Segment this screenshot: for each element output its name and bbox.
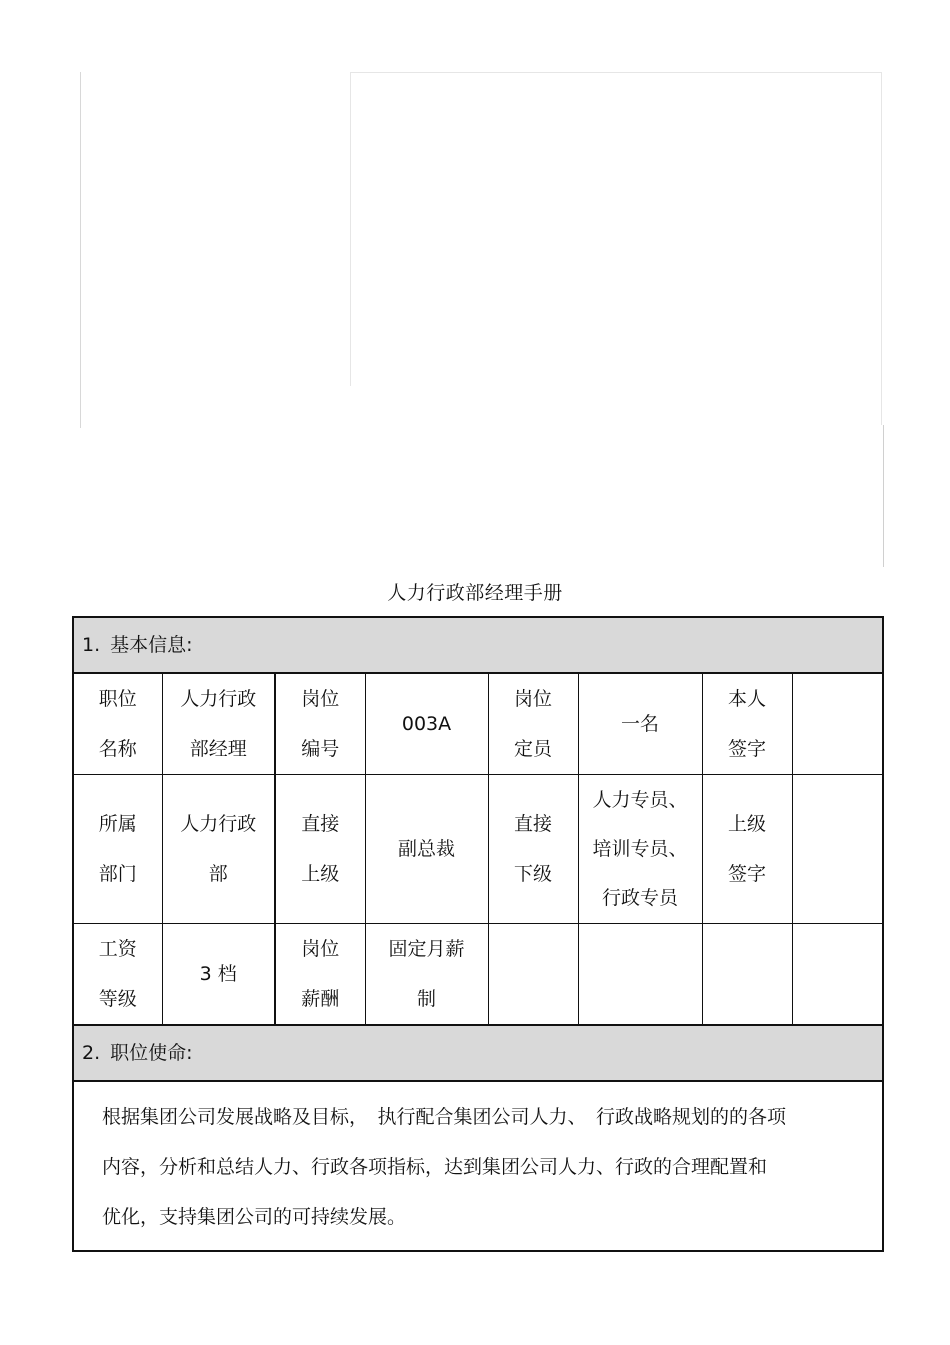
value-text: 人力专员、 [592, 788, 688, 811]
label-text: 等级 [98, 988, 137, 1010]
section-number: 1. [82, 634, 101, 656]
empty-cell [792, 924, 883, 1026]
label-headcount [488, 673, 578, 775]
value-direct-superior: 副总裁 [365, 775, 488, 924]
label-text: 定员 [513, 738, 552, 760]
mission-line: 根据集团公司发展战略及目标， 执行配合集团公司人力、 行政战略规划的的各项 [102, 1106, 787, 1128]
value-department [162, 775, 275, 924]
value-position-pay [365, 924, 488, 1026]
frame-line-top [350, 72, 882, 73]
value-text: 培训专员、 [592, 837, 688, 860]
table-row [73, 673, 883, 775]
value-text: 制 [416, 988, 436, 1010]
label-text: 岗位 [513, 688, 552, 710]
label-text: 名称 [98, 738, 137, 760]
value-position-name [162, 673, 275, 775]
value-text: 部 [208, 863, 228, 885]
mission-line: 内容，分析和总结人力、行政各项指标，达到集团公司人力、行政的合理配置和 [102, 1156, 768, 1178]
label-salary-grade [73, 924, 162, 1026]
label-text: 编号 [301, 738, 340, 760]
value-text: 部经理 [189, 738, 247, 760]
table-row [73, 775, 883, 924]
frame-line-left [80, 72, 81, 428]
empty-cell [578, 924, 702, 1026]
document-title: 人力行政部经理手册 [387, 582, 563, 604]
section-basic-info-header [73, 617, 883, 673]
value-direct-subordinates [578, 775, 702, 924]
label-text: 签字 [727, 863, 766, 885]
frame-line-inner-left [350, 72, 351, 386]
value-superior-signature [792, 775, 883, 924]
label-position-name [73, 673, 162, 775]
table-row [73, 924, 883, 1026]
value-text: 行政专员 [601, 886, 678, 909]
section-heading: 职位使命: [110, 1042, 193, 1064]
label-text: 所属 [98, 813, 137, 835]
label-self-signature [702, 673, 792, 775]
section-mission-header [73, 1025, 883, 1081]
label-text: 直接 [513, 813, 552, 835]
label-text: 签字 [727, 738, 766, 760]
label-department [73, 775, 162, 924]
value-headcount: 一名 [578, 673, 702, 775]
empty-cell [702, 924, 792, 1026]
label-direct-superior [275, 775, 365, 924]
label-text: 下级 [513, 863, 552, 885]
value-position-code: 003A [365, 673, 488, 775]
frame-line-right-lower [883, 425, 884, 567]
frame-line-right [881, 72, 882, 425]
label-text: 部门 [98, 863, 137, 885]
value-self-signature [792, 673, 883, 775]
label-text: 上级 [301, 863, 340, 885]
label-text: 薪酬 [301, 988, 340, 1010]
label-superior-signature [702, 775, 792, 924]
empty-cell [488, 924, 578, 1026]
mission-text [73, 1081, 883, 1251]
label-text: 本人 [727, 688, 766, 710]
label-text: 直接 [301, 813, 340, 835]
label-position-code [275, 673, 365, 775]
label-text: 工资 [98, 938, 137, 960]
label-text: 岗位 [301, 688, 340, 710]
label-text: 岗位 [301, 938, 340, 960]
section-number: 2. [82, 1042, 101, 1064]
value-salary-grade: 3 档 [162, 924, 275, 1026]
label-position-pay [275, 924, 365, 1026]
label-text: 职位 [98, 688, 137, 710]
value-text: 人力行政 [180, 688, 257, 710]
value-text: 人力行政 [180, 813, 257, 835]
label-text: 上级 [727, 813, 766, 835]
section-heading: 基本信息: [110, 634, 193, 656]
job-info-table [72, 616, 884, 1252]
value-text: 固定月薪 [388, 938, 465, 960]
label-direct-subordinates [488, 775, 578, 924]
mission-line: 优化，支持集团公司的可持续发展。 [102, 1206, 407, 1228]
